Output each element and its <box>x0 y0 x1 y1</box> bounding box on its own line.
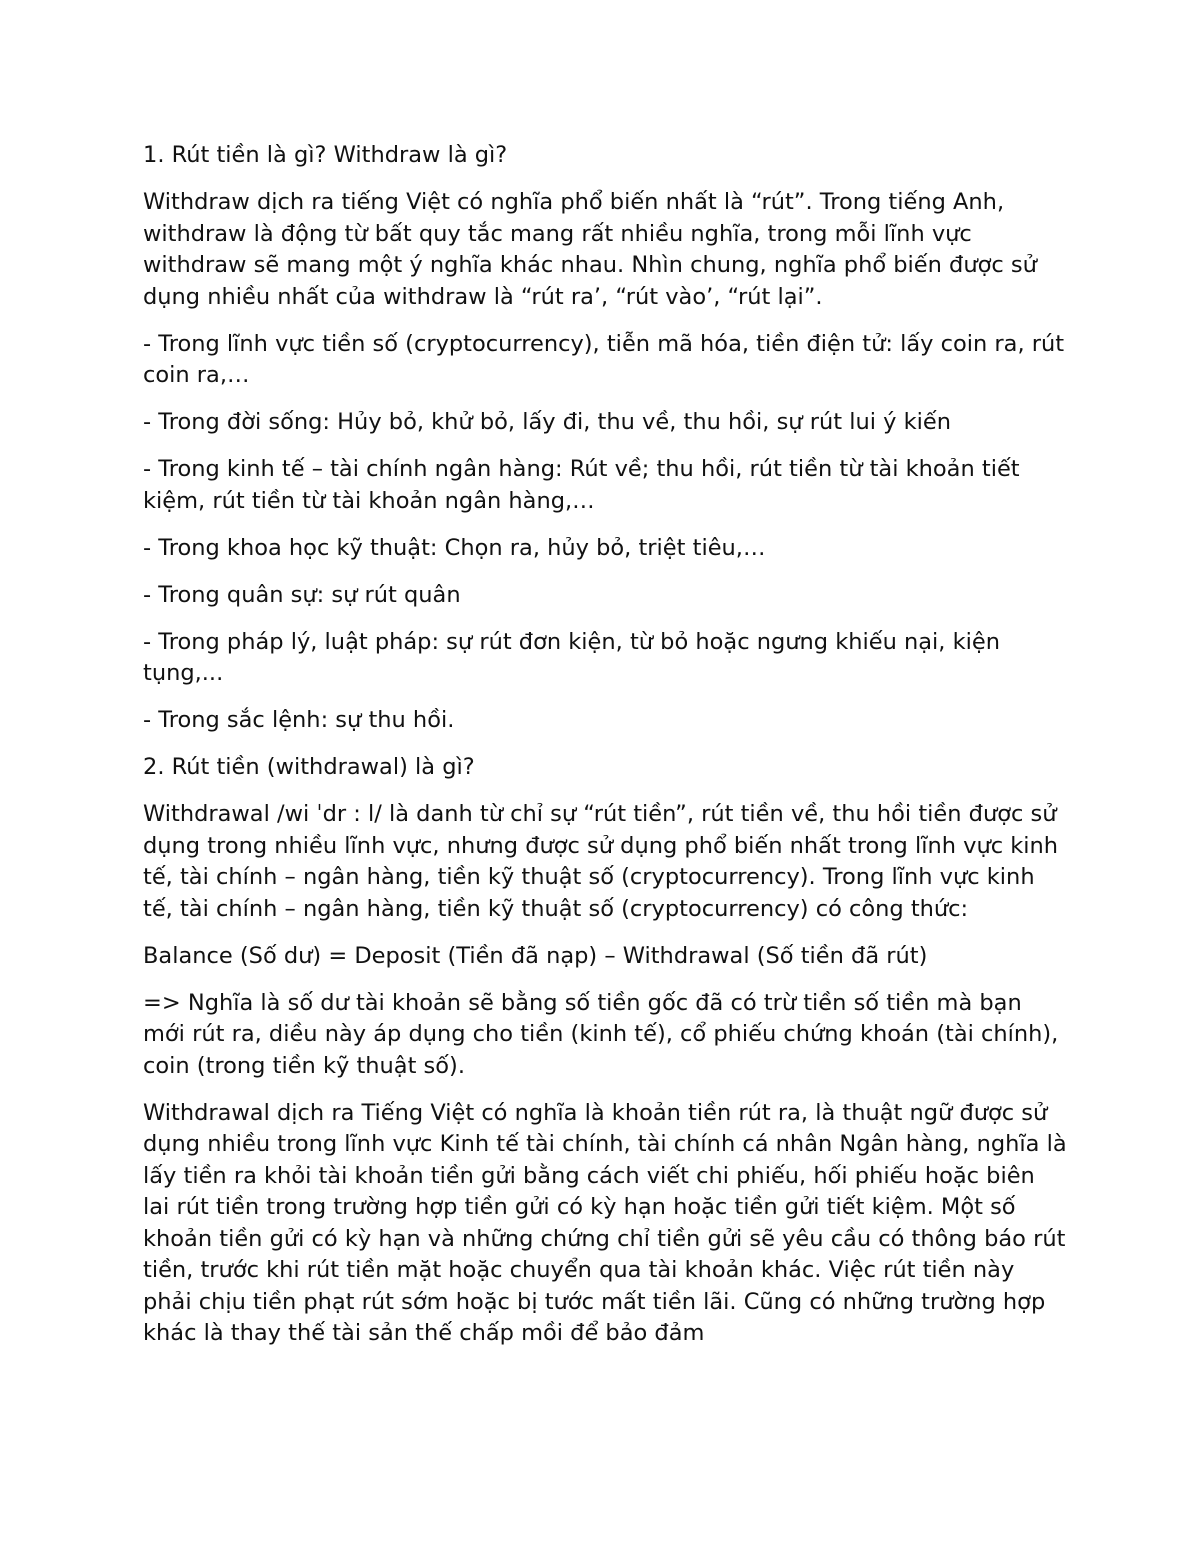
heading-withdraw: 1. Rút tiền là gì? Withdraw là gì? <box>143 142 508 168</box>
paragraph-withdrawal-banking: Withdrawal dịch ra Tiếng Việt có nghĩa là khoản tiền rút ra, là thuật ngữ được sử dụng nhiều trong lĩnh vực Kinh tế tài chính, tài chính cá nhân Ngân hàng, nghĩa là lấy tiền ra khỏi tài khoản tiền gửi bằng cách viết chi phiếu, hối phiếu hoặc biên lai rút tiền trong trường hợp tiền gửi có kỳ hạn hoặc tiền gửi tiết kiệm. Một số khoản tiền gửi có kỳ hạn và những chứng chỉ tiền gửi sẽ yêu cầu có thông báo rút tiền, trước khi rút tiền mặt hoặc chuyển qua tài khoản khác. Việc rút tiền này phải chịu tiền phạt rút sớm hoặc bị tước mất tiền lãi. Cũng có những trường hợp khác là thay thế tài sản thế chấp mồi để bảo đảm <box>143 1099 1067 1346</box>
bullet-science-technology: - Trong khoa học kỹ thuật: Chọn ra, hủy bỏ, triệt tiêu,… <box>143 534 766 561</box>
bullet-daily-life: - Trong đời sống: Hủy bỏ, khử bỏ, lấy đi, thu về, thu hồi, sự rút lui ý kiến <box>143 409 951 435</box>
paragraph-withdrawal-definition: Withdrawal /wi ˈdr : l/ là danh từ chỉ sự “rút tiền”, rút tiền về, thu hồi tiền được sử dụng trong nhiều lĩnh vực, nhưng được sử dụng phổ biến nhất trong lĩnh vực kinh tế, tài chính – ngân hàng, tiền kỹ thuật số (cryptocurrency). Trong lĩnh vực kinh tế, tài chính – ngân hàng, tiền kỹ thuật số (cryptocurrency) có công thức: <box>143 801 1059 922</box>
formula-balance: Balance (Số dư) = Deposit (Tiền đã nạp) – Withdrawal (Số tiền đã rút) <box>143 942 928 969</box>
paragraph-formula-explanation: => Nghĩa là số dư tài khoản sẽ bằng số tiền gốc đã có trừ tiền số tiền mà bạn mới rút ra, diều này áp dụng cho tiền (kinh tế), cổ phiếu chứng khoán (tài chính), coin (trong tiền kỹ thuật số). <box>143 989 1059 1079</box>
heading-withdrawal: 2. Rút tiền (withdrawal) là gì? <box>143 754 475 780</box>
document-body <box>143 140 1068 1350</box>
bullet-cryptocurrency: - Trong lĩnh vực tiền số (cryptocurrency), tiễn mã hóa, tiền điện tử: lấy coin ra, rút coin ra,… <box>143 330 1065 388</box>
bullet-decree: - Trong sắc lệnh: sự thu hồi. <box>143 707 455 733</box>
paragraph-withdraw-definition: Withdraw dịch ra tiếng Việt có nghĩa phổ biến nhất là “rút”. Trong tiếng Anh, withdraw là động từ bất quy tắc mang rất nhiều nghĩa, trong mỗi lĩnh vực withdraw sẽ mang một ý nghĩa khác nhau. Nhìn chung, nghĩa phổ biến được sử dụng nhiều nhất của withdraw là “rút ra’, “rút vào’, “rút lại”. <box>143 189 1037 310</box>
bullet-finance-banking: - Trong kinh tế – tài chính ngân hàng: Rút về; thu hồi, rút tiền từ tài khoản tiết kiệm, rút tiền từ tài khoản ngân hàng,… <box>143 456 1020 514</box>
bullet-legal: - Trong pháp lý, luật pháp: sự rút đơn kiện, từ bỏ hoặc ngưng khiếu nại, kiện tụng,... <box>143 628 1000 686</box>
bullet-military: - Trong quân sự: sự rút quân <box>143 581 461 608</box>
